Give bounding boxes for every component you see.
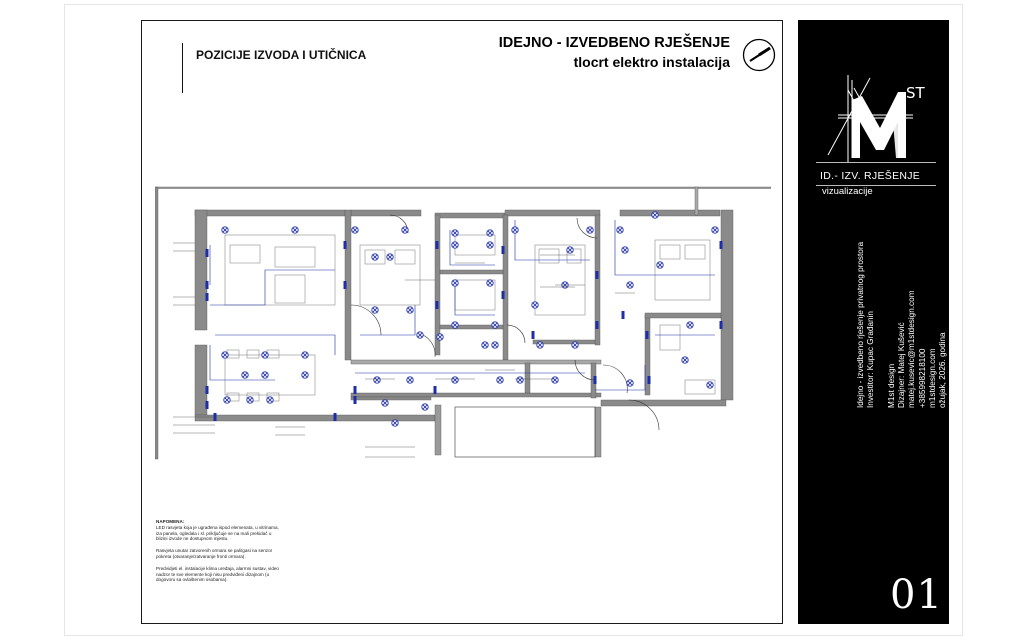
- light-fixture-icon: [437, 334, 443, 340]
- light-fixture-icon: [682, 357, 688, 363]
- light-fixture-icon: [352, 227, 358, 233]
- sheet-title: IDEJNO - IZVEDBENO RJEŠENJE: [498, 35, 730, 51]
- light-fixture-icon: [627, 282, 633, 288]
- light-fixture-icon: [572, 342, 578, 348]
- info-line: [877, 178, 887, 408]
- light-fixture-icon: [492, 342, 498, 348]
- light-fixture-icon: [402, 227, 408, 233]
- note-paragraph: Predvidjeti el. instalacije klima uređaja, alarmni sustav, video nadzor te sve elemente koji nisu predviđeni dizajnom (u dogovoru sa ovlaštenim osobama).: [156, 565, 279, 583]
- sheet-title-sub: tlocrt elektro instalacija: [573, 54, 730, 70]
- light-fixture-icon: [302, 352, 308, 358]
- info-line: +385998218100: [917, 348, 927, 408]
- light-fixture-icon: [497, 377, 503, 383]
- light-fixture-icon: [712, 227, 718, 233]
- light-fixture-icon: [487, 242, 493, 248]
- socket-icon: [206, 249, 209, 257]
- light-fixture-icon: [652, 212, 658, 218]
- socket-icon: [354, 386, 357, 394]
- light-fixture-icon: [517, 377, 523, 383]
- light-fixture-icon: [262, 372, 268, 378]
- panel-label-visual: vizualizacije: [822, 186, 873, 197]
- light-fixture-icon: [407, 377, 413, 383]
- socket-icon: [532, 331, 535, 339]
- light-fixture-icon: [292, 227, 298, 233]
- light-fixture-icon: [487, 230, 493, 236]
- north-arrow-icon: [742, 38, 776, 72]
- notes-block: [156, 519, 279, 589]
- light-fixture-icon: [532, 302, 538, 308]
- socket-icon: [720, 241, 723, 249]
- floor-plan: [155, 185, 771, 461]
- light-fixture-icon: [262, 352, 268, 358]
- socket-icon: [596, 321, 599, 329]
- socket-icon: [334, 413, 337, 421]
- socket-icon: [206, 386, 209, 394]
- note-paragraph: LED rasvjeta koja je ugrađena ispod elemenata, u vitrinama, iza panela, ogledala i sl. priključuje se na mali prekidač u blizini izvode ne dostupnom mjestu.: [156, 524, 279, 542]
- light-fixture-icon: [302, 372, 308, 378]
- light-fixture-icon: [242, 372, 248, 378]
- light-fixture-icon: [452, 377, 458, 383]
- light-fixture-icon: [372, 254, 378, 260]
- socket-icon: [596, 271, 599, 279]
- title-divider: [182, 43, 183, 93]
- sheet-subtitle: POZICIJE IZVODA I UTIČNICA: [196, 48, 367, 62]
- socket-icon: [206, 281, 209, 289]
- light-fixture-icon: [452, 230, 458, 236]
- notes-heading: NAPOMENA:: [156, 519, 185, 524]
- socket-icon: [502, 246, 505, 254]
- light-fixture-icon: [587, 227, 593, 233]
- light-fixture-icon: [687, 322, 693, 328]
- light-fixture-icon: [452, 322, 458, 328]
- light-fixture-icon: [567, 247, 573, 253]
- socket-icon: [502, 291, 505, 299]
- socket-icon: [648, 376, 651, 384]
- m1st-logo: [818, 70, 933, 165]
- light-fixture-icon: [537, 342, 543, 348]
- light-fixture-icon: [222, 352, 228, 358]
- light-fixture-icon: [387, 254, 393, 260]
- info-line: m1stdesign.com: [928, 348, 938, 408]
- socket-icon: [344, 281, 347, 289]
- info-line: M1st design: [886, 363, 896, 408]
- socket-icon: [206, 293, 209, 301]
- title-block-panel: [798, 20, 949, 624]
- light-fixture-icon: [487, 280, 493, 286]
- panel-rule: [816, 162, 936, 163]
- socket-icon: [434, 386, 437, 394]
- light-fixture-icon: [392, 420, 398, 426]
- light-fixture-icon: [627, 380, 633, 386]
- socket-icon: [436, 301, 439, 309]
- light-fixture-icon: [417, 332, 423, 338]
- light-fixture-icon: [512, 227, 518, 233]
- light-fixture-icon: [552, 377, 558, 383]
- light-fixture-icon: [224, 397, 230, 403]
- light-fixture-icon: [374, 377, 380, 383]
- logo-suffix: ST: [906, 84, 925, 102]
- note-paragraph: Rasvjeta unutar zatvorenih ormara se pali/gasi na senzor pokreta (otvaranje/zatvaranje fronti ormara).: [156, 548, 273, 559]
- light-fixture-icon: [482, 342, 488, 348]
- info-line: Investitor: Kupac Građanin: [866, 311, 876, 408]
- light-fixture-icon: [372, 307, 378, 313]
- light-fixture-icon: [422, 404, 428, 410]
- light-fixture-icon: [407, 307, 413, 313]
- socket-icon: [622, 311, 625, 319]
- info-line: Dizajner: Matej Kušević: [897, 322, 907, 408]
- panel-label-project: ID.- IZV. RJEŠENJE: [820, 170, 921, 182]
- info-line: ožujak, 2026. godina: [938, 332, 948, 408]
- light-fixture-icon: [247, 397, 253, 403]
- project-info-vertical: [856, 178, 949, 408]
- light-fixture-icon: [452, 280, 458, 286]
- light-fixture-icon: [382, 400, 388, 406]
- socket-icon: [354, 396, 357, 404]
- socket-icon: [206, 401, 209, 409]
- light-fixture-icon: [267, 397, 273, 403]
- light-fixture-icon: [707, 382, 713, 388]
- info-line: matej.kusevic@m1stdesign.com: [907, 290, 917, 408]
- socket-icon: [344, 241, 347, 249]
- page-number: 01: [890, 572, 943, 618]
- light-fixture-icon: [622, 247, 628, 253]
- socket-icon: [720, 321, 723, 329]
- light-fixture-icon: [492, 322, 498, 328]
- light-fixture-icon: [452, 242, 458, 248]
- socket-icon: [594, 376, 597, 384]
- socket-icon: [436, 241, 439, 249]
- info-line: Idejno - izvedbeno rješenje privatnog prostora: [856, 241, 865, 408]
- light-fixture-icon: [617, 227, 623, 233]
- light-fixture-icon: [222, 227, 228, 233]
- light-fixture-icon: [657, 262, 663, 268]
- socket-icon: [646, 331, 649, 339]
